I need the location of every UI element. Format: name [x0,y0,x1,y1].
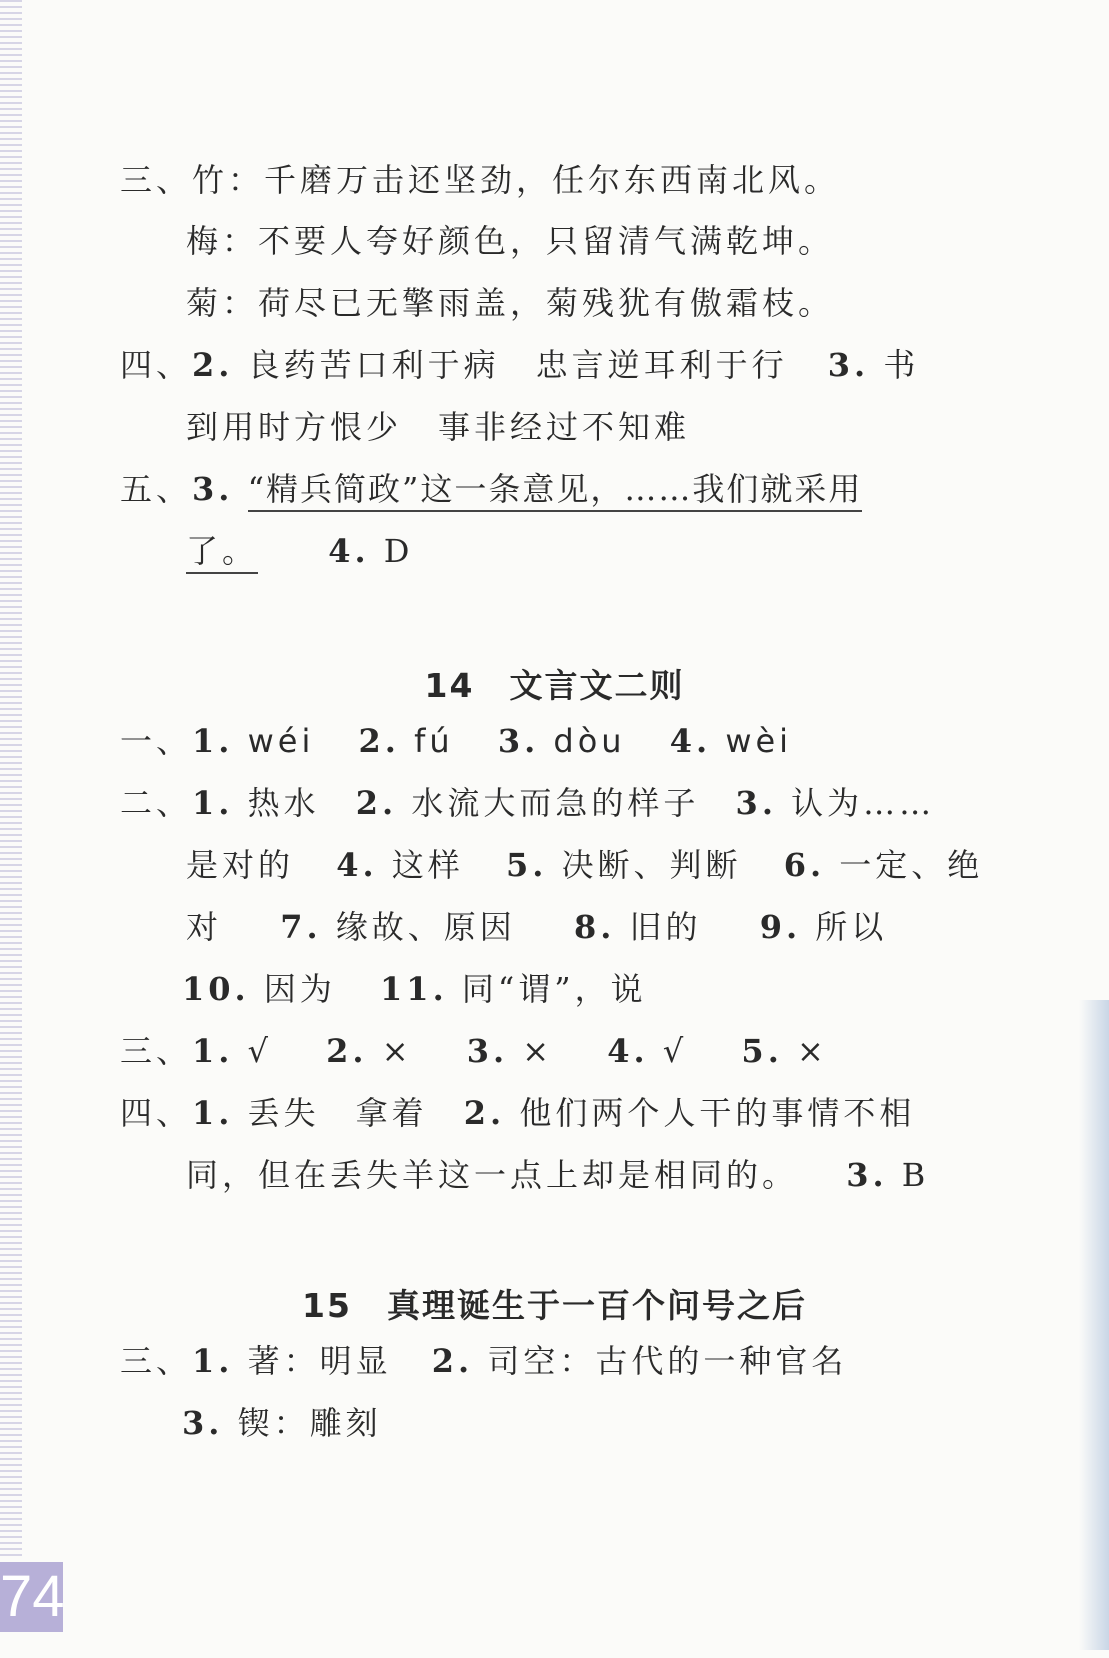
underlined-answer: 了。 [186,532,258,574]
answer-text: 著：明显 [247,1342,392,1380]
item-number: 4. [328,532,370,570]
item-number: 3. [735,784,777,822]
item-number: 1. [192,1342,234,1380]
item-number: 9. [759,908,802,946]
section-prefix: 五、 [120,470,193,508]
item-number: 11. [380,970,448,1008]
item-number: 1. [192,1032,234,1070]
page-number: 74 [0,1562,63,1632]
section-prefix: 一、 [120,722,193,760]
answer-line: 三、竹：千磨万击还坚劲，任尔东西南北风。 [120,161,841,199]
answer-line [120,1031,828,1071]
answer-text: B [901,1156,930,1194]
answer-line [186,531,413,571]
cross-mark: × [797,1032,828,1070]
answer-text: 同，但在丢失羊这一点上却是相同的。 [186,1156,799,1194]
answer-text: 是对的 [186,846,295,884]
answer-text: 这样 [391,846,464,884]
answer-text: 决断、判断 [561,846,742,884]
answer-text: 因为 [263,970,336,1008]
cross-mark: × [381,1032,413,1070]
section-prefix: 四、 [120,1094,193,1132]
cross-mark: × [522,1032,554,1070]
item-number: 6. [783,846,826,884]
answer-text: 对 [186,908,223,946]
answer-text: 丢失 拿着 [247,1094,428,1132]
answer-line [182,1403,382,1443]
item-number: 2. [326,1032,368,1070]
pinyin-answer: wèi [725,722,793,760]
pinyin-answer: dòu [553,722,626,760]
answer-line [120,721,792,761]
item-number: 3. [846,1156,888,1194]
item-number: 4. [607,1032,649,1070]
answer-text: D [383,532,414,570]
answer-line [182,969,647,1009]
check-mark: √ [247,1032,272,1070]
item-number: 5. [741,1032,783,1070]
item-number: 7. [280,908,322,946]
answer-text: 一定、绝 [839,846,984,884]
section-title: 14 文言文二则 [424,666,685,705]
item-number: 3. [497,722,540,760]
answer-line [120,345,919,385]
answer-line [186,1155,929,1195]
pinyin-answer: wéi [247,722,315,760]
answer-text: 缘故、原因 [335,908,516,946]
section-title: 15 真理诞生于一百个问号之后 [302,1286,807,1325]
pinyin-answer: fú [414,722,454,760]
item-number: 1. [192,1094,234,1132]
answer-line [120,1093,915,1133]
answer-line [186,845,983,885]
section-prefix: 二、 [120,784,193,822]
item-number: 8. [573,908,616,946]
answer-text: 司空：古代的一种官名 [487,1342,848,1380]
item-number: 2. [192,346,234,384]
section-prefix: 四、 [120,346,193,384]
item-number: 2. [358,722,400,760]
item-number: 1. [192,784,234,822]
item-number: 5. [505,846,548,884]
answer-text: 良药苦口利于病 忠言逆耳利于行 [247,346,788,384]
section-prefix: 三、 [120,1342,193,1380]
answer-line [120,469,862,509]
item-number: 4. [669,722,712,760]
answer-text: 同“谓”，说 [461,970,647,1008]
item-number: 2. [355,784,398,822]
answer-text: 水流大而急的样子 [411,784,700,822]
check-mark: √ [662,1032,688,1070]
answer-line [120,783,935,823]
item-number: 4. [336,846,378,884]
answer-line: 到用时方恨少 事非经过不知难 [186,408,691,446]
section-prefix: 三、 [120,1032,193,1070]
answer-line [186,907,887,947]
answer-text: 旧的 [629,908,702,946]
item-number: 3. [827,346,870,384]
item-number: 3. [192,470,234,508]
answer-text: 锲：雕刻 [237,1404,382,1442]
answer-text: 热水 [247,784,320,822]
answer-line: 菊：荷尽已无擎雨盖，菊残犹有傲霜枝。 [186,284,835,322]
answer-text: 书 [883,346,920,384]
answer-text: 所以 [815,908,888,946]
answer-text: 他们两个人干的事情不相 [519,1094,916,1132]
answer-text: 认为…… [791,784,936,822]
answer-line: 梅：不要人夸好颜色，只留清气满乾坤。 [186,222,835,260]
underlined-answer: “精兵简政”这一条意见，……我们就采用 [248,470,863,512]
item-number: 2. [431,1342,474,1380]
item-number: 2. [463,1094,506,1132]
item-number: 3. [182,1404,224,1442]
answer-line [120,1341,847,1381]
item-number: 3. [466,1032,509,1070]
item-number: 10. [182,970,250,1008]
item-number: 1. [192,722,234,760]
